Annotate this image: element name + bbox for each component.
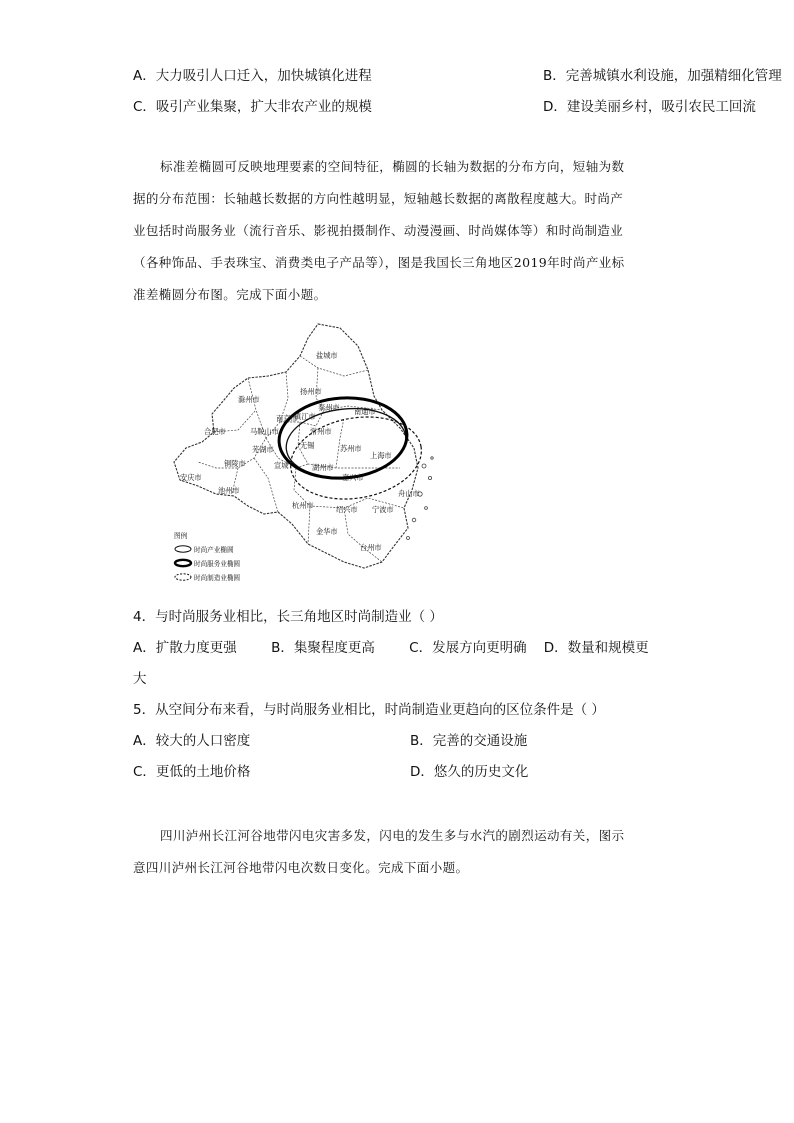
city-label-changzhou: 常州市 <box>310 427 332 436</box>
city-label-yangzhou: 扬州市 <box>300 387 322 396</box>
passage2-line-1: 四川泸州长江河谷地带闪电灾害多发，闪电的发生多与水汽的剧烈运动有关，图示 <box>160 828 625 843</box>
map-legend <box>174 531 241 582</box>
passage1-line-5: 准差椭圆分布图。完成下面小题。 <box>133 287 327 302</box>
q3-option-c: C．吸引产业集聚，扩大非农产业的规模 <box>133 99 372 115</box>
yangtze-delta-ellipse-map <box>168 318 444 590</box>
q3-option-a: A．大力吸引人口迁入，加快城镇化进程 <box>133 68 372 84</box>
legend-item-manufacturing: 时尚制造业椭圆 <box>194 574 241 582</box>
city-label-ningbo: 宁波市 <box>372 505 394 514</box>
city-label-hefei: 合肥市 <box>204 427 226 436</box>
q5-option-row-2 <box>133 762 529 782</box>
city-label-zhenjiang: 镇江市 <box>294 412 316 421</box>
passage2-line-2: 意四川泸州长江河谷地带闪电次数日变化。完成下面小题。 <box>133 860 469 875</box>
passage1-line-3: 业包括时尚服务业（流行音乐、影视拍摄制作、动漫漫画、时尚媒体等）和时尚制造业 <box>133 223 624 238</box>
city-label-wuhu: 芜湖市 <box>252 445 274 454</box>
city-label-taizhou-js: 泰州市 <box>318 403 340 412</box>
q3-option-row-2 <box>133 97 756 117</box>
q5-option-row-1 <box>133 731 528 751</box>
city-label-shanghai: 上海市 <box>370 451 392 460</box>
legend-title: 图例 <box>174 532 188 540</box>
passage1-line-1: 标准差椭圆可反映地理要素的空间特征，椭圆的长轴为数据的分布方向，短轴为数 <box>160 159 625 174</box>
q3-option-d: D．建设美丽乡村，吸引农民工回流 <box>543 99 756 115</box>
city-label-anqing: 安庆市 <box>180 473 202 482</box>
passage1-line-2: 据的分布范围：长轴越长数据的方向性越明显，短轴越长数据的离散程度越大。时尚产 <box>133 191 624 206</box>
city-label-chizhou: 池州市 <box>218 486 240 495</box>
city-label-yancheng: 盐城市 <box>316 351 338 360</box>
city-label-hangzhou: 杭州市 <box>292 501 314 510</box>
legend-item-service: 时尚服务业椭圆 <box>194 560 241 568</box>
city-label-nantong: 南通市 <box>354 407 376 416</box>
city-label-maanshan: 马鞍山市 <box>250 427 279 436</box>
q5-option-c: C．更低的土地价格 <box>133 764 251 780</box>
q5-option-b: B．完善的交通设施 <box>410 733 528 749</box>
city-label-jinhua: 金华市 <box>316 527 338 536</box>
city-label-xuancheng: 宣城 <box>274 461 289 470</box>
q5-option-d: D．悠久的历史文化 <box>410 764 529 780</box>
q4-options-wrap: 大 <box>133 671 147 687</box>
city-label-jiaxing: 嘉兴市 <box>342 473 364 482</box>
passage1-line-4: （各种饰品、手表珠宝、消费类电子产品等），图是我国长三角地区2019年时尚产业标 <box>133 255 625 270</box>
q5-stem: 5．从空间分布来看，与时尚服务业相比，时尚制造业更趋向的区位条件是（ ） <box>133 702 605 718</box>
q4-stem: 4．与时尚服务业相比，长三角地区时尚制造业（ ） <box>133 609 443 625</box>
city-label-wuxi: 无锡 <box>300 441 315 450</box>
fashion-service-ellipse <box>276 394 409 483</box>
city-label-zhoushan: 舟山市 <box>398 489 420 498</box>
city-label-tongling: 铜陵市 <box>224 459 246 468</box>
city-label-shaoxing: 绍兴市 <box>336 505 358 514</box>
legend-item-industry: 时尚产业椭圆 <box>194 546 234 554</box>
q3-option-row-1 <box>133 66 782 86</box>
region-outline <box>174 324 418 568</box>
q4-options: A．扩散力度更强 B．集聚程度更高 C．发展方向更明确 D．数量和规模更 <box>133 640 649 656</box>
q5-option-a: A．较大的人口密度 <box>133 733 251 749</box>
city-label-huzhou: 湖州市 <box>312 463 334 472</box>
city-label-taizhou-zj: 台州市 <box>360 543 382 552</box>
city-label-nanjing: 南京市 <box>276 414 298 423</box>
q3-option-b: B．完善城镇水利设施，加强精细化管理 <box>543 68 782 84</box>
city-label-suzhou: 苏州市 <box>340 444 362 453</box>
city-label-chuzhou: 滁州市 <box>238 395 260 404</box>
